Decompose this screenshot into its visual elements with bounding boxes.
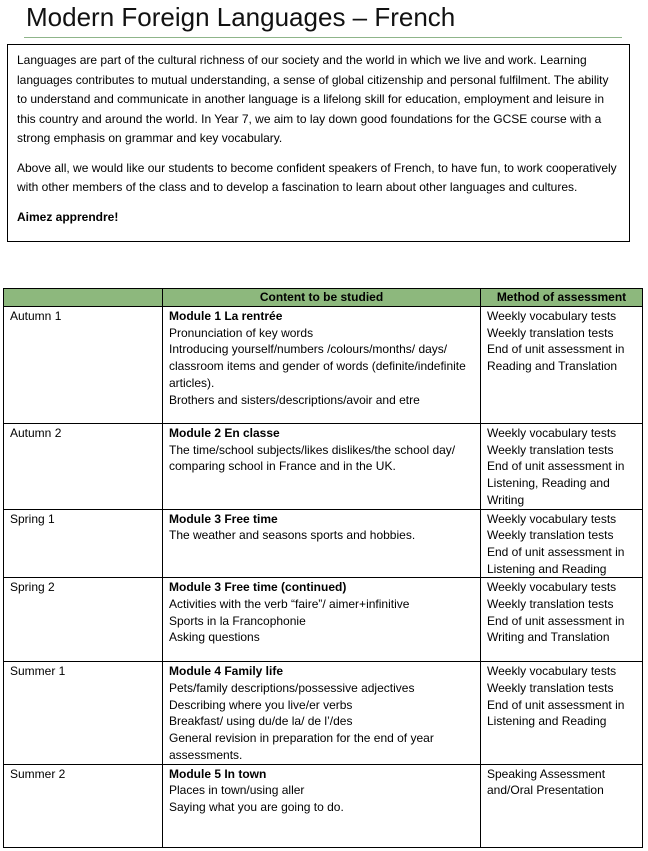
- assessment-line: Weekly vocabulary tests: [487, 309, 617, 323]
- assessment-cell: [481, 578, 643, 662]
- content-line: Asking questions: [169, 630, 260, 645]
- term-cell: Autumn 1: [4, 307, 163, 424]
- content-line: Sports in la Francophonie: [169, 613, 306, 628]
- content-line: Describing where you live/er verbs: [169, 697, 353, 712]
- content-line: General revision in preparation for the end of year assessments.: [169, 731, 434, 762]
- module-title: Module 3 Free time: [169, 511, 278, 526]
- content-cell: [163, 764, 481, 847]
- content-line: Pets/family descriptions/possessive adjectives: [169, 681, 415, 696]
- content-line: Pronunciation of key words: [169, 325, 314, 340]
- page-title: Modern Foreign Languages – French: [26, 2, 456, 32]
- module-title: Module 2 En classe: [169, 426, 280, 440]
- content-cell: [163, 424, 481, 510]
- term-cell: Summer 1: [4, 662, 163, 764]
- column-header-term: [4, 289, 163, 307]
- table-row: [4, 578, 643, 662]
- table-row: [4, 662, 643, 764]
- content-line: The weather and seasons sports and hobbies.: [169, 528, 416, 543]
- content-line: Breakfast/ using du/de la/ de l’/des: [169, 714, 353, 729]
- content-cell: [163, 307, 481, 424]
- content-cell: [163, 662, 481, 764]
- assessment-line: End of unit assessment in Listening and Reading: [487, 697, 625, 729]
- term-cell: Autumn 2: [4, 424, 163, 510]
- table-row: [4, 509, 643, 578]
- module-title: Module 3 Free time (continued): [169, 580, 347, 595]
- assessment-line: Speaking Assessment and/Oral Presentation: [487, 766, 606, 798]
- module-title: Module 5 In town: [169, 766, 267, 781]
- assessment-line: Weekly vocabulary tests: [487, 580, 617, 595]
- content-line: Activities with the verb “faire”/ aimer+infinitive: [169, 597, 410, 612]
- assessment-line: Weekly translation tests: [487, 681, 614, 696]
- intro-paragraph: Above all, we would like our students to become confident speakers of French, to have fun, to work cooperatively with other members of the class and to develop a fascination to learn about other languages and cultures.: [17, 160, 617, 194]
- content-cell: [163, 578, 481, 662]
- content-cell: [163, 509, 481, 578]
- table-header-row: [4, 289, 643, 307]
- table-row: [4, 424, 643, 510]
- assessment-line: End of unit assessment in Writing and Translation: [487, 613, 625, 645]
- assessment-cell: [481, 509, 643, 578]
- module-title: Module 1 La rentrée: [169, 309, 283, 323]
- title-underline: [24, 37, 622, 38]
- content-line: Brothers and sisters/descriptions/avoir and etre: [169, 392, 420, 407]
- intro-motto: Aimez apprendre!: [17, 209, 119, 224]
- assessment-line: Weekly vocabulary tests: [487, 426, 617, 440]
- assessment-line: End of unit assessment in Listening and Reading: [487, 544, 625, 576]
- curriculum-table: [3, 288, 643, 848]
- assessment-line: Weekly vocabulary tests: [487, 511, 617, 526]
- assessment-line: Weekly translation tests: [487, 528, 614, 543]
- content-line: Saying what you are going to do.: [169, 799, 344, 814]
- intro-paragraph: Languages are part of the cultural richness of our society and the world in which we live and work. Learning languages contributes to mutual understanding, a sense of global citizenship and personal fulfilment. The ability to understand and communicate in another language is a lifelong skill for education, employment and leisure in this country and around the world. In Year 7, we aim to lay down good foundations for the GCSE course with a strong emphasis on grammar and key vocabulary.: [17, 53, 609, 145]
- assessment-line: Weekly translation tests: [487, 325, 614, 340]
- column-header-content: Content to be studied: [163, 289, 481, 307]
- assessment-cell: [481, 307, 643, 424]
- assessment-cell: [481, 764, 643, 847]
- content-line: Introducing yourself/numbers /colours/months/ days/ classroom items and gender of words (definite/indefinite articles).: [169, 342, 466, 390]
- assessment-line: Weekly translation tests: [487, 597, 614, 612]
- intro-box: [7, 44, 630, 242]
- column-header-assessment: Method of assessment: [481, 289, 643, 307]
- assessment-line: Weekly vocabulary tests: [487, 664, 617, 679]
- table-row: [4, 307, 643, 424]
- term-cell: Spring 1: [4, 509, 163, 578]
- assessment-cell: [481, 424, 643, 510]
- assessment-line: End of unit assessment in Listening, Reading and Writing: [487, 459, 625, 507]
- assessment-line: End of unit assessment in Reading and Translation: [487, 342, 625, 374]
- assessment-line: Weekly translation tests: [487, 442, 614, 457]
- term-cell: Spring 2: [4, 578, 163, 662]
- term-cell: Summer 2: [4, 764, 163, 847]
- assessment-cell: [481, 662, 643, 764]
- content-line: The time/school subjects/likes dislikes/the school day/ comparing school in France and in the UK.: [169, 442, 456, 474]
- table-row: [4, 764, 643, 847]
- content-line: Places in town/using aller: [169, 783, 305, 798]
- module-title: Module 4 Family life: [169, 664, 284, 679]
